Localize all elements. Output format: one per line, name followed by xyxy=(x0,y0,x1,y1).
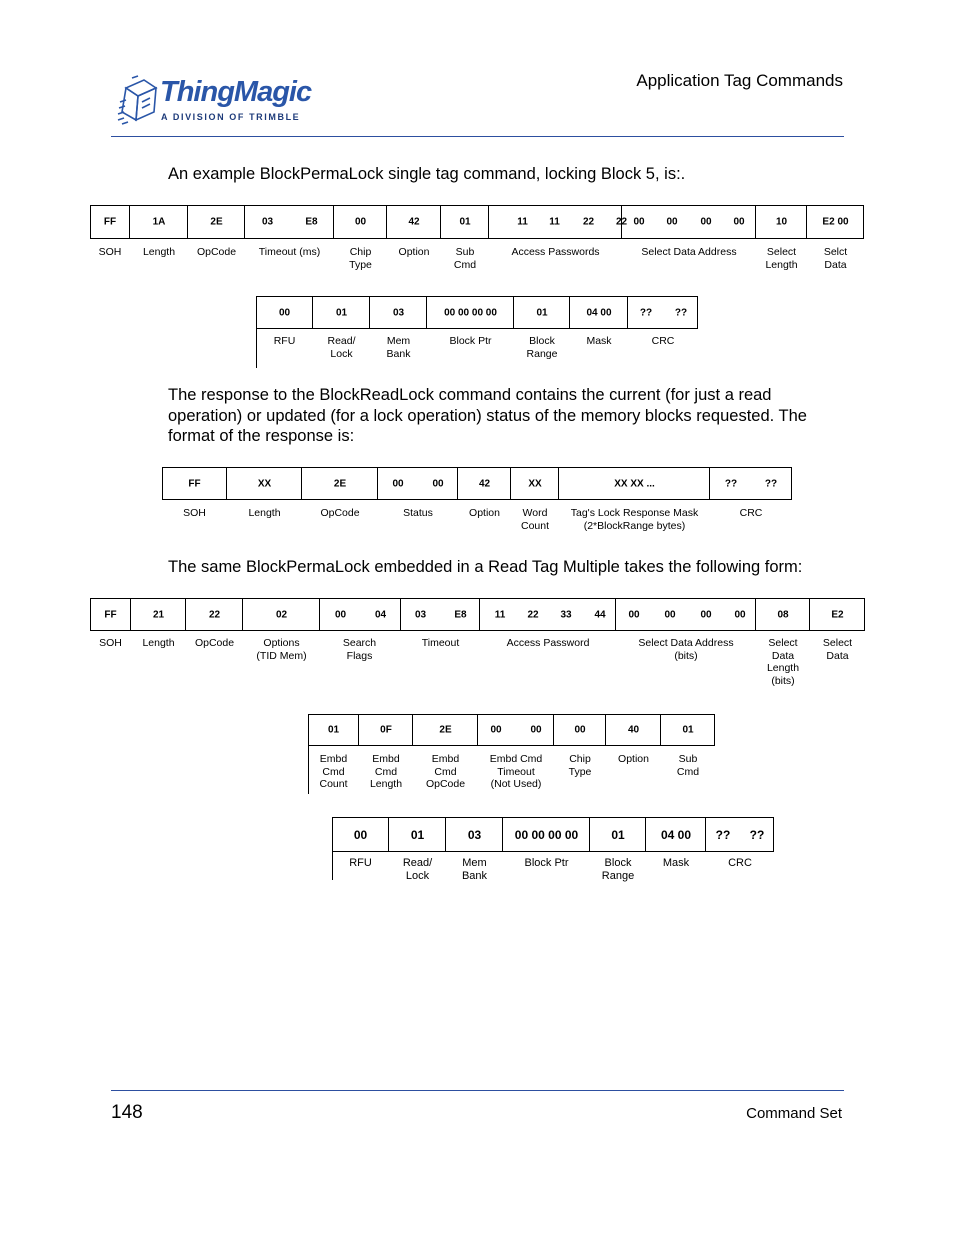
field-cell xyxy=(554,715,606,745)
field-label: Read/ Lock xyxy=(327,335,356,360)
field-label: Mask xyxy=(586,335,612,347)
field-cell xyxy=(480,599,616,630)
field-value: E8 xyxy=(305,216,318,228)
field-value: ?? xyxy=(715,827,731,842)
field-value: 00 xyxy=(392,478,404,489)
field-value: 04 xyxy=(374,609,387,620)
field-label: Mem Bank xyxy=(386,335,411,360)
field-cell xyxy=(334,206,387,238)
field-value: FF xyxy=(188,478,201,489)
field-label: Tag's Lock Response Mask (2*BlockRange bytes) xyxy=(570,507,699,532)
field-value: XX XX ... xyxy=(614,478,655,489)
field-value: 10 xyxy=(775,216,788,228)
field-value: ?? xyxy=(724,478,738,489)
field-value: XX xyxy=(528,478,542,489)
field-value: 1A xyxy=(152,216,166,228)
field-cell xyxy=(413,715,478,745)
field-value: XX xyxy=(257,478,272,489)
field-value: ?? xyxy=(639,307,653,318)
field-label: Embd Cmd OpCode xyxy=(425,753,466,791)
field-value: 00 xyxy=(628,609,640,620)
paragraph-embedded: The same BlockPermaLock embedded in a Read Tag Multiple takes the following form: xyxy=(168,558,803,576)
field-value: 00 xyxy=(700,609,712,620)
field-cell xyxy=(807,206,864,238)
blockreadlock-response-box xyxy=(162,467,792,500)
field-value: 0F xyxy=(380,724,392,736)
page-number: 148 xyxy=(111,1102,143,1123)
field-label: Embd Cmd Count xyxy=(319,753,348,791)
field-value: 00 xyxy=(574,724,586,736)
footer-section: Command Set xyxy=(746,1105,842,1122)
field-value: 2E xyxy=(439,724,452,736)
blockpermalock-command-box xyxy=(90,205,864,239)
logo-cube-icon xyxy=(116,74,160,130)
field-label: Option xyxy=(398,246,430,258)
field-label: RFU xyxy=(349,857,372,869)
field-cell xyxy=(661,715,715,745)
field-label: Select Length xyxy=(765,246,798,271)
field-value: 22 xyxy=(527,609,539,620)
field-cell xyxy=(756,206,807,238)
field-value: 01 xyxy=(410,827,425,842)
field-value: 00 00 00 00 xyxy=(444,307,497,318)
footer-rule xyxy=(111,1090,844,1091)
field-cell xyxy=(427,297,514,328)
field-cell xyxy=(559,468,710,499)
field-label: Sub Cmd xyxy=(676,753,700,778)
field-label: Option xyxy=(618,753,649,765)
field-value: 2E xyxy=(210,216,223,228)
blockpermalock-subfields-box xyxy=(256,296,698,329)
field-cell xyxy=(90,206,130,238)
field-value: 2E xyxy=(333,478,347,489)
field-label: RFU xyxy=(273,335,296,347)
header-title: Application Tag Commands xyxy=(636,71,843,90)
field-cell xyxy=(188,206,245,238)
embedded-command-bracket-line xyxy=(308,745,309,794)
field-cell xyxy=(441,206,489,238)
field-cell xyxy=(130,206,188,238)
field-value: 44 xyxy=(594,609,606,620)
field-label: SOH xyxy=(98,246,122,258)
field-value: 08 xyxy=(777,609,789,620)
field-value: 11 xyxy=(494,609,506,620)
field-value: 33 xyxy=(560,609,572,620)
field-value: 01 xyxy=(536,307,548,318)
field-value: ?? xyxy=(764,478,778,489)
field-label: Chip Type xyxy=(568,753,592,778)
field-cell xyxy=(446,818,503,851)
field-value: 00 xyxy=(633,216,645,228)
embedded-subfields-box xyxy=(332,817,774,852)
field-label: Select Data xyxy=(822,637,853,662)
embedded-subfields-bracket-line xyxy=(332,851,333,880)
field-value: 03 xyxy=(414,609,427,620)
field-value: 00 xyxy=(334,609,347,620)
field-value: 02 xyxy=(275,609,288,620)
field-label: Select Data Address (bits) xyxy=(638,637,734,662)
field-value: 01 xyxy=(682,724,694,736)
field-value: ?? xyxy=(674,307,688,318)
field-label: Block Ptr xyxy=(524,857,569,869)
field-value: 00 xyxy=(432,478,444,489)
field-cell xyxy=(606,715,661,745)
field-label: Block Range xyxy=(526,335,558,360)
field-value: E2 00 xyxy=(822,216,849,228)
field-cell xyxy=(332,818,389,851)
field-value: 01 xyxy=(327,724,340,736)
field-value: 01 xyxy=(611,827,625,842)
paragraph-example: An example BlockPermaLock single tag command, locking Block 5, is:. xyxy=(168,165,686,183)
field-cell xyxy=(489,206,628,238)
field-cell xyxy=(320,599,401,630)
field-value: 00 xyxy=(354,216,367,228)
field-cell xyxy=(503,818,590,851)
field-cell xyxy=(810,599,865,630)
field-label: Search Flags xyxy=(342,637,377,662)
field-value: 03 xyxy=(392,307,405,318)
field-value: 04 00 xyxy=(586,307,612,318)
field-label: Sub Cmd xyxy=(453,246,477,271)
field-label: Access Password xyxy=(506,637,590,649)
field-cell xyxy=(511,468,559,499)
field-value: 22 xyxy=(582,216,595,228)
field-label: Mask xyxy=(662,857,690,869)
field-cell xyxy=(90,599,131,630)
field-label: Embd Cmd Timeout (Not Used) xyxy=(489,753,543,791)
field-label: Length xyxy=(142,246,176,258)
field-cell xyxy=(458,468,511,499)
field-label: Select Data Length (bits) xyxy=(766,637,800,687)
field-cell xyxy=(227,468,302,499)
field-label: Timeout (ms) xyxy=(258,246,321,258)
field-value: 00 xyxy=(734,609,746,620)
field-value: 03 xyxy=(467,827,482,842)
field-value: 00 xyxy=(733,216,745,228)
field-cell xyxy=(243,599,320,630)
field-value: E8 xyxy=(454,609,467,620)
field-cell xyxy=(478,715,554,745)
field-cell xyxy=(162,468,227,499)
field-cell xyxy=(256,297,313,328)
field-label: CRC xyxy=(651,335,675,347)
field-label: Status xyxy=(403,507,433,519)
field-cell xyxy=(313,297,370,328)
field-label: Length xyxy=(248,507,281,519)
field-cell xyxy=(131,599,186,630)
field-value: 00 xyxy=(664,609,676,620)
field-cell xyxy=(186,599,243,630)
field-value: 00 00 00 00 xyxy=(514,827,579,842)
field-label: Access Passwords xyxy=(511,246,600,258)
blockpermalock-subfields-bracket-line xyxy=(256,328,257,368)
field-cell xyxy=(616,599,756,630)
readtagmultiple-command-box xyxy=(90,598,865,631)
field-value: 00 xyxy=(490,724,502,736)
field-cell xyxy=(590,818,646,851)
field-label: Read/ Lock xyxy=(402,857,433,882)
field-cell xyxy=(514,297,570,328)
field-cell xyxy=(646,818,706,851)
field-label: Mem Bank xyxy=(461,857,488,882)
field-cell xyxy=(756,599,810,630)
field-label: Length xyxy=(142,637,175,649)
field-cell xyxy=(710,468,792,499)
field-cell xyxy=(401,599,480,630)
field-label: OpCode xyxy=(194,637,235,649)
logo-name: ThingMagic xyxy=(160,76,312,108)
field-label: Options (TID Mem) xyxy=(256,637,307,662)
field-value: 04 00 xyxy=(660,827,692,842)
logo-subtitle: A DIVISION OF TRIMBLE xyxy=(161,112,301,122)
field-value: 00 xyxy=(666,216,678,228)
field-value: FF xyxy=(104,609,117,620)
field-value: 11 xyxy=(517,216,528,228)
field-cell xyxy=(370,297,427,328)
field-value: ?? xyxy=(749,827,765,842)
field-value: 11 xyxy=(549,216,560,228)
field-cell xyxy=(378,468,458,499)
field-label: SOH xyxy=(99,637,122,649)
field-cell xyxy=(387,206,441,238)
field-value: 22 xyxy=(615,216,628,228)
field-value: 00 xyxy=(278,307,291,318)
field-cell xyxy=(570,297,628,328)
field-cell xyxy=(308,715,359,745)
field-label: Block Ptr xyxy=(449,335,492,347)
field-value: 42 xyxy=(408,216,420,228)
field-label: OpCode xyxy=(320,507,360,519)
paragraph-response: The response to the BlockReadLock command contains the current (for just a read operation) or updated (for a lock operation) status of the memory blocks requested. The format of the response is: xyxy=(168,386,807,445)
field-value: 40 xyxy=(627,724,640,736)
field-value: 42 xyxy=(478,478,491,489)
field-label: Option xyxy=(469,507,500,519)
field-cell xyxy=(359,715,413,745)
field-label: Timeout xyxy=(421,637,460,649)
field-label: CRC xyxy=(739,507,763,519)
field-label: SOH xyxy=(183,507,206,519)
field-value: 01 xyxy=(335,307,348,318)
field-value: E2 xyxy=(831,609,844,620)
field-value: 22 xyxy=(208,609,221,620)
field-label: OpCode xyxy=(196,246,237,258)
header-rule xyxy=(111,136,844,137)
field-label: Word Count xyxy=(520,507,550,532)
field-label: Chip Type xyxy=(349,246,372,271)
field-cell xyxy=(706,818,774,851)
field-label: Selct Data xyxy=(823,246,848,271)
field-value: 03 xyxy=(261,216,274,228)
field-cell xyxy=(245,206,334,238)
field-cell xyxy=(302,468,378,499)
field-value: 00 xyxy=(700,216,712,228)
field-cell xyxy=(622,206,756,238)
embedded-command-box xyxy=(308,714,715,746)
field-value: FF xyxy=(103,216,117,228)
field-value: 00 xyxy=(530,724,542,736)
field-label: CRC xyxy=(728,857,752,869)
field-label: Select Data Address xyxy=(641,246,737,258)
field-label: Embd Cmd Length xyxy=(369,753,403,791)
field-label: Block Range xyxy=(601,857,635,882)
field-value: 01 xyxy=(459,216,471,228)
field-cell xyxy=(628,297,698,328)
field-value: 00 xyxy=(353,827,368,842)
field-value: 21 xyxy=(152,609,165,620)
field-cell xyxy=(389,818,446,851)
